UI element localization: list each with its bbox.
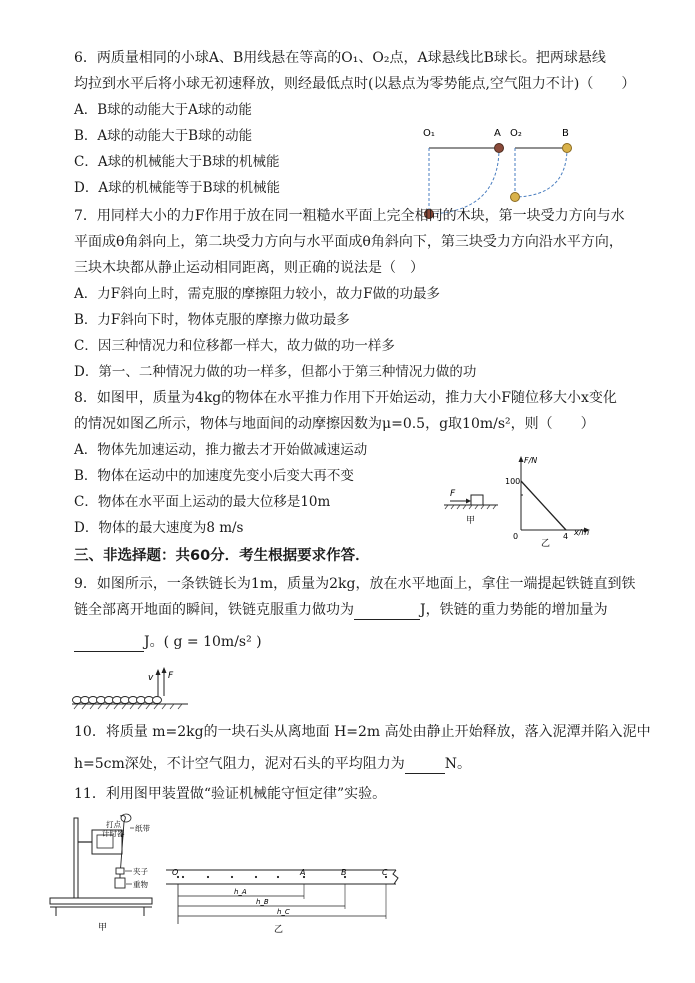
q7-line1: 7．用同样大小的力F作用于放在同一粗糙水平面上完全相同的木块，第一块受力方向与水 bbox=[74, 208, 625, 224]
q6-option-b: B．A球的动能大于B球的动能 bbox=[74, 128, 253, 144]
q6-label-o1: O₁ bbox=[423, 128, 435, 139]
q11-yi-caption: 乙 bbox=[274, 925, 284, 935]
q11-yi-dots bbox=[177, 876, 387, 878]
q10-blank-resistance[interactable] bbox=[405, 758, 445, 774]
q8-figure-yi bbox=[504, 452, 596, 548]
q9-chain-figure bbox=[72, 664, 188, 712]
q6-ball-b-bottom bbox=[511, 193, 520, 202]
q11-jia-label-clip: 夹子 bbox=[133, 867, 148, 876]
q6-option-d: D．A球的机械能等于B球的机械能 bbox=[74, 180, 280, 196]
q9-label-f: F bbox=[168, 671, 174, 681]
q11-figure-jia bbox=[46, 812, 156, 934]
q11-yi-label-hb: h_B bbox=[256, 898, 269, 906]
q6-label-b: B bbox=[562, 128, 569, 139]
q11-yi-label-b: B bbox=[341, 868, 347, 877]
q8-figure-jia bbox=[440, 484, 502, 528]
q7-option-a: A．力F斜向上时，需克服的摩擦阻力较小，故力F做的功最多 bbox=[74, 286, 440, 302]
q9-blank-potential-energy[interactable] bbox=[74, 636, 144, 652]
q11-yi-label-o: O bbox=[172, 868, 179, 877]
section-3-heading: 三、非选择题：共60分．考生根据要求作答． bbox=[74, 548, 370, 564]
q8-jia-hatch bbox=[445, 505, 496, 509]
q6-ball-a bbox=[495, 144, 504, 153]
q11-jia-caption: 甲 bbox=[98, 923, 108, 933]
q8-option-d: D．物体的最大速度为8 m/s bbox=[74, 520, 244, 536]
q6-arc-a bbox=[429, 148, 499, 214]
q8-yi-x-axis-label: x/m bbox=[574, 528, 590, 537]
q11-jia-clip bbox=[116, 868, 124, 874]
q11-jia-tape-curl bbox=[121, 814, 131, 822]
q9-label-v: v bbox=[148, 673, 154, 683]
q9-velocity-arrowhead bbox=[156, 669, 161, 675]
q11-jia-label-tape: 纸带 bbox=[135, 824, 150, 833]
q6-label-a: A bbox=[494, 128, 501, 139]
q8-yi-caption: 乙 bbox=[541, 539, 551, 548]
q9-force-arrowhead bbox=[162, 667, 167, 673]
q9-line1: 9．如图所示，一条铁链长为1m，质量为2kg，放在水平地面上，拿住一端提起铁链直到铁 bbox=[74, 576, 636, 592]
q6-option-a: A．B球的动能大于A球的动能 bbox=[74, 102, 252, 118]
q8-option-c: C．物体在水平面上运动的最大位移是10m bbox=[74, 494, 331, 510]
q11-jia-rod bbox=[74, 818, 78, 898]
q7-option-c: C．因三种情况力和位移都一样大，故力做的功一样多 bbox=[74, 338, 395, 354]
q7-option-d: D．第一、二种情况力做的功一样多，但都小于第三种情况力做的功 bbox=[74, 364, 477, 380]
q8-yi-y-arrow bbox=[519, 456, 524, 462]
q6-arc-b bbox=[515, 148, 567, 197]
q9-chain-links bbox=[73, 697, 162, 704]
q9-line2-text-a: 链全部离开地面的瞬间，铁链克服重力做功为 bbox=[74, 602, 354, 618]
q9-ground-hatch bbox=[74, 704, 182, 709]
q9-blank-work[interactable] bbox=[354, 604, 420, 620]
q8-line1: 8．如图甲，质量为4kg的物体在水平推力作用下开始运动，推力大小F随位移大小x变化 bbox=[74, 390, 617, 406]
q11-jia-label-timer-bottom: 计时器 bbox=[102, 829, 125, 838]
q6-label-o2: O₂ bbox=[510, 128, 522, 139]
q11-jia-base bbox=[50, 898, 152, 904]
q6-ball-b bbox=[563, 144, 572, 153]
q8-line2: 的情况如图乙所示，物体与地面间的动摩擦因数为μ=0.5，g取10m/s²，则（ ） bbox=[74, 416, 595, 432]
q9-line3 bbox=[74, 632, 262, 652]
q10-line2 bbox=[74, 754, 471, 774]
q6-option-c: C．A球的机械能大于B球的机械能 bbox=[74, 154, 280, 170]
q8-yi-force-line bbox=[521, 481, 566, 530]
q8-yi-x-tick: 4 bbox=[563, 532, 569, 541]
q10-line2-text-b: N。 bbox=[444, 756, 472, 772]
q6-line1: 6．两质量相同的小球A、B用线悬在等高的O₁、O₂点，A球悬线比B球长。把两球悬线 bbox=[74, 50, 606, 66]
q11-line1: 11．利用图甲装置做“验证机械能守恒定律”实验。 bbox=[74, 786, 387, 802]
q11-jia-weight bbox=[115, 878, 125, 888]
q8-jia-block bbox=[471, 495, 483, 505]
q9-line2 bbox=[74, 600, 608, 620]
q9-line3-text: J。( g = 10m/s² ) bbox=[144, 634, 262, 650]
q11-yi-label-a: A bbox=[300, 868, 306, 877]
q8-yi-y-axis-label: F/N bbox=[524, 456, 538, 465]
q11-yi-label-ha: h_A bbox=[234, 888, 247, 896]
q10-line2-text-a: h=5cm深处，不计空气阻力，泥对石头的平均阻力为 bbox=[74, 756, 405, 772]
q9-line2-text-b: J，铁链的重力势能的增加量为 bbox=[420, 602, 608, 618]
q11-yi-tape-torn-edge bbox=[393, 870, 398, 884]
q7-option-b: B．力F斜向下时，物体克服的摩擦力做功最多 bbox=[74, 312, 350, 328]
q11-yi-label-hc: h_C bbox=[277, 908, 290, 916]
q8-option-b: B．物体在运动中的加速度先变小后变大再不变 bbox=[74, 468, 354, 484]
q10-line1: 10．将质量 m=2kg的一块石头从离地面 H=2m 高处由静止开始释放，落入泥潭并陷入泥中 bbox=[74, 724, 651, 740]
q7-line3: 三块木块都从静止运动相同距离，则正确的说法是（ ） bbox=[74, 260, 424, 276]
q6-line2: 均拉到水平后将小球无初速释放，则经最低点时(以悬点为零势能点,空气阻力不计)（ ） bbox=[74, 76, 636, 92]
q11-jia-label-weight: 重物 bbox=[133, 880, 148, 889]
q8-jia-force-label: F bbox=[450, 489, 456, 499]
q11-jia-label-timer-top: 打点 bbox=[106, 820, 121, 829]
q11-yi-label-c: C bbox=[382, 868, 388, 877]
q11-figure-yi bbox=[164, 866, 404, 936]
q8-yi-origin: 0 bbox=[513, 532, 519, 541]
q7-line2: 平面成θ角斜向上，第二块受力方向与水平面成θ角斜向下，第三块受力方向沿水平方向， bbox=[74, 234, 623, 250]
q8-jia-arrowhead bbox=[466, 499, 471, 504]
q8-jia-caption: 甲 bbox=[466, 516, 476, 526]
q8-option-a: A．物体先加速运动，推力撤去才开始做减速运动 bbox=[74, 442, 368, 458]
q8-yi-y-tick: 100 bbox=[505, 477, 521, 486]
